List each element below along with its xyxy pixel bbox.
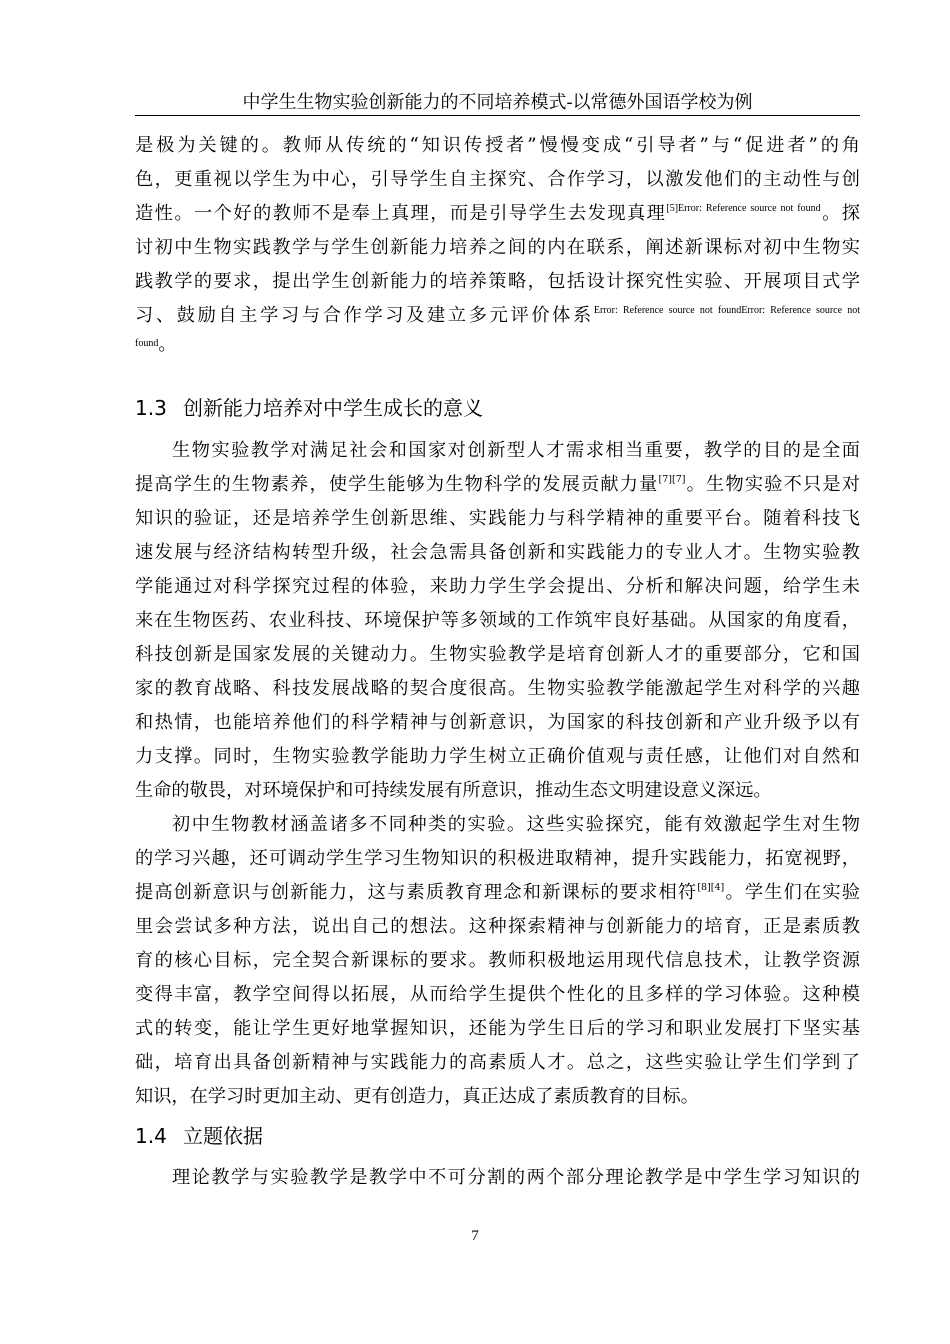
s13-p1-line-10: 力支撑。同时，生物实验教学能助力学生树立正确价值观与责任感，让他们对自然和 [135,746,860,767]
s13-p2-line-2: 的学习兴趣，还可调动学生学习生物知识的积极进取精神，提升实践能力，拓宽视野， [135,848,860,869]
running-header-title: 中学生生物实验创新能力的不同培养模式-以常德外国语学校为例 [242,92,753,113]
intro-line-2: 色，更重视以学生为中心，引导学生自主探究、合作学习，以激发他们的主动性与创 [135,169,860,190]
citation-error-found: found [135,338,159,349]
section-number: 1.3 [135,396,167,420]
citation-7: [7][7] [658,474,686,485]
intro-line-5: 践教学的要求，提出学生创新能力的培养策略，包括设计探究性实验、开展项目式学 [135,271,860,292]
citation-error-multi: Error: Reference source not foundError: Reference source not [593,305,860,316]
intro-line-3-text: 造性。一个好的教师不是奉上真理，而是引导学生去发现真理 [135,203,667,224]
citation-error-5: [5]Error: Reference source not found [666,203,821,214]
section-heading-1-4 [135,1123,263,1149]
intro-line-3-end: 。探 [820,203,860,224]
intro-line-6-text: 习、鼓励自主学习与合作学习及建立多元评价体系 [135,305,594,326]
s13-p2-line-3-end: 。学生们在实验 [724,882,860,903]
section-title: 创新能力培养对中学生成长的意义 [183,396,483,420]
s13-p1-line-7: 科技创新是国家发展的关键动力。生物实验教学是培育创新人才的重要部分，它和国 [135,644,860,665]
s13-p1-line-9: 和热情，也能培养他们的科学精神与创新意识，为国家的科技创新和产业升级予以有 [135,712,860,733]
s13-p1-line-2-end: 。生物实验不只是对 [685,474,860,495]
s13-p1-line-5: 学能通过对科学探究过程的体验，来助力学生学会提出、分析和解决问题，给学生未 [135,576,860,597]
s13-p2-line-8: 础，培育出具备创新精神与实践能力的高素质人才。总之，这些实验让学生们学到了 [135,1052,860,1073]
s14-p1-line-1: 理论教学与实验教学是教学中不可分割的两个部分理论教学是中学生学习知识的 [172,1167,860,1188]
s13-p2-line-6: 变得丰富，教学空间得以拓展，从而给学生提供个性化的且多样的学习体验。这种模 [135,984,860,1005]
s13-p2-line-3-text: 提高创新意识与创新能力，这与素质教育理念和新课标的要求相符 [135,882,698,903]
header-rule [135,115,860,116]
s13-p1-line-2-text: 提高学生的生物素养，使学生能够为生物科学的发展贡献力量 [135,474,659,495]
s13-p2-line-5: 育的核心目标，完全契合新课标的要求。教师积极地运用现代信息技术，让教学资源 [135,950,860,971]
s13-p2-line-9: 知识，在学习时更加主动、更有创造力，真正达成了素质教育的目标。 [135,1086,699,1107]
s13-p1-line-4: 速发展与经济结构转型升级，社会急需具备创新和实践能力的专业人才。生物实验教 [135,542,860,563]
page-number: 7 [471,1228,479,1244]
s13-p1-line-6: 来在生物医药、农业科技、环境保护等多领域的工作筑牢良好基础。从国家的角度看， [135,610,860,631]
citation-8-4: [8][4] [697,882,725,893]
s13-p2-line-3 [135,881,860,908]
section-number: 1.4 [135,1124,167,1148]
intro-line-7-end: 。 [158,334,177,355]
s13-p1-line-3: 知识的验证，还是培养学生创新思维、实践能力与科学精神的重要平台。随着科技飞 [135,508,860,529]
section-title: 立题依据 [183,1124,263,1148]
intro-line-6 [135,304,860,331]
s13-p2-line-4: 里会尝试多种方法，说出自己的想法。这种探索精神与创新能力的培育，正是素质教 [135,916,860,937]
section-heading-1-3 [135,395,483,421]
intro-line-3 [135,202,860,229]
s13-p1-line-1: 生物实验教学对满足社会和国家对创新型人才需求相当重要，教学的目的是全面 [172,440,860,461]
s13-p2-line-7: 式的转变，能让学生更好地掌握知识，还能为学生日后的学习和职业发展打下坚实基 [135,1018,860,1039]
s13-p1-line-8: 家的教育战略、科技发展战略的契合度很高。生物实验教学能激起学生对科学的兴趣 [135,678,860,699]
s13-p1-line-11: 生命的敬畏，对环境保护和可持续发展有所意识，推动生态文明建设意义深远。 [135,780,772,801]
intro-line-4: 讨初中生物实践教学与学生创新能力培养之间的内在联系，阐述新课标对初中生物实 [135,237,860,258]
s13-p2-line-1: 初中生物教材涵盖诸多不同种类的实验。这些实验探究，能有效激起学生对生物 [172,814,860,835]
intro-line-1: 是极为关键的。教师从传统的“知识传授者”慢慢变成“引导者”与“促进者”的角 [135,135,860,156]
s13-p1-line-2 [135,473,860,500]
intro-line-7 [135,333,176,360]
